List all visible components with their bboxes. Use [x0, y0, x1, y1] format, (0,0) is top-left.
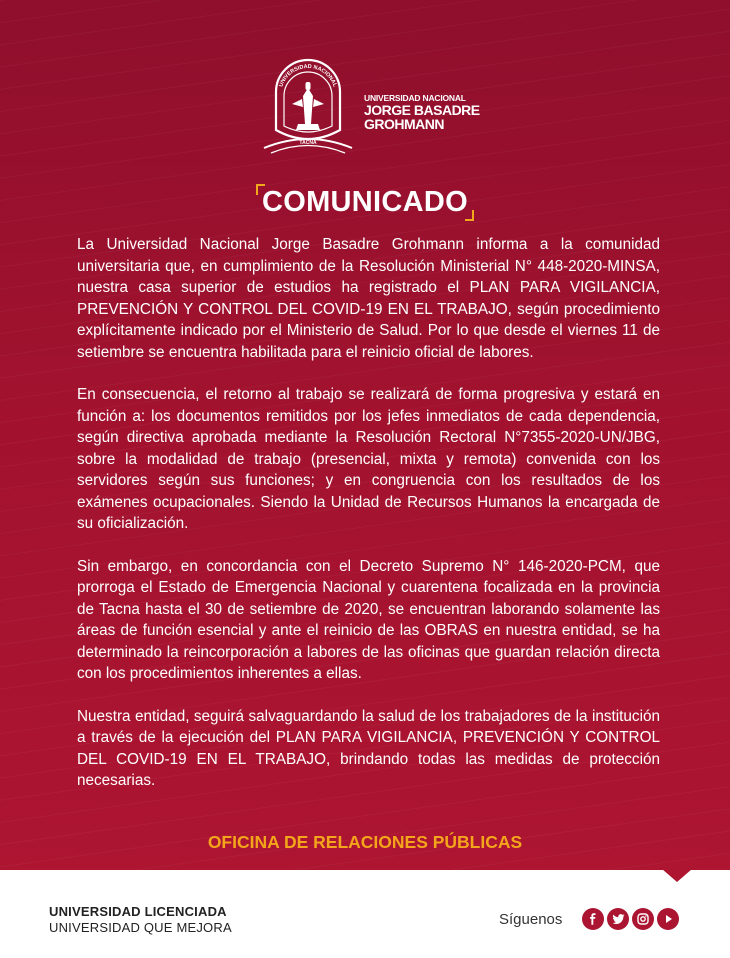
page-title-text: COMUNICADO	[262, 186, 468, 218]
university-logo-text	[364, 93, 480, 131]
signature-office: OFICINA DE RELACIONES PÚBLICAS	[207, 832, 523, 852]
paragraph-4: Nuestra entidad, seguirá salvaguardando la salud de los trabajadores de la institución a través de la ejecución del PLAN PARA VIGILANCIA, PREVENCIÓN Y CONTROL DEL COVID-19 EN EL TRABAJO, brindando todas las medidas de protección necesarias.	[77, 707, 660, 789]
logo-line-2: JORGE BASADRE	[364, 102, 480, 118]
title-wrap	[0, 184, 730, 221]
twitter-icon[interactable]	[607, 908, 629, 930]
paragraph-3: Sin embargo, en concordancia con el Decreto Supremo N° 146-2020-PCM, que prorroga el Estado de Emergencia Nacional y cuarentena focalizada en la provincia de Tacna hasta el 30 de setiembre de 2020, se encuentran laborando solamente las áreas de función esencial y ante el reinicio de las OBRAS en nuestra entidad, se ha determinado la reincorporación a labores de las oficinas que guardan relación directa con los procedimientos inherentes a ellas.	[77, 557, 660, 682]
social-links	[582, 908, 679, 930]
facebook-icon[interactable]	[582, 908, 604, 930]
svg-text:TACNA: TACNA	[299, 140, 317, 146]
footer-line-2: UNIVERSIDAD QUE MEJORA	[49, 920, 232, 935]
svg-text:UNIVERSIDAD NACIONAL: UNIVERSIDAD NACIONAL	[278, 63, 338, 88]
youtube-icon[interactable]	[657, 908, 679, 930]
university-seal-logo	[262, 52, 354, 156]
page-title	[256, 184, 474, 221]
paragraph-2: En consecuencia, el retorno al trabajo se realizará de forma progresiva y estará en función a: los documentos remitidos por los jefes inmediatos de cada dependencia, según directiva aprobada mediante la Resolución Rectoral N°7355-2020-UN/JBG, sobre la modalidad de trabajo (presencial, mixta y remota) convenida con los servidores según sus funciones; y en congruencia con los resultados de los exámenes ocupacionales. Siendo la Unidad de Recursos Humanos la encargada de su oficialización.	[77, 386, 660, 532]
paragraph-1: La Universidad Nacional Jorge Basadre Grohmann informa a la comunidad universitaria que, en cumplimiento de la Resolución Ministerial N° 448-2020-MINSA, nuestra casa superior de estudios ha registrado el PLAN PARA VIGILANCIA, PREVENCIÓN Y CONTROL DEL COVID-19 EN EL TRABAJO, según procedimiento explícitamente indicado por el Ministerio de Salud. Por lo que desde el viernes 11 de setiembre se encuentra habilitada para el reinicio oficial de labores.	[77, 236, 660, 361]
logo-line-3: GROHMANN	[364, 116, 444, 132]
footer-notch	[662, 869, 692, 882]
bracket-bottom-right	[465, 210, 474, 221]
follow-label: Síguenos	[499, 911, 563, 928]
footer-slogan	[49, 904, 232, 936]
footer-line-1: UNIVERSIDAD LICENCIADA	[49, 904, 227, 919]
bracket-top-left	[256, 184, 265, 195]
logo-line-1: UNIVERSIDAD NACIONAL	[364, 93, 466, 103]
instagram-icon[interactable]	[632, 908, 654, 930]
announcement-body	[77, 234, 660, 813]
